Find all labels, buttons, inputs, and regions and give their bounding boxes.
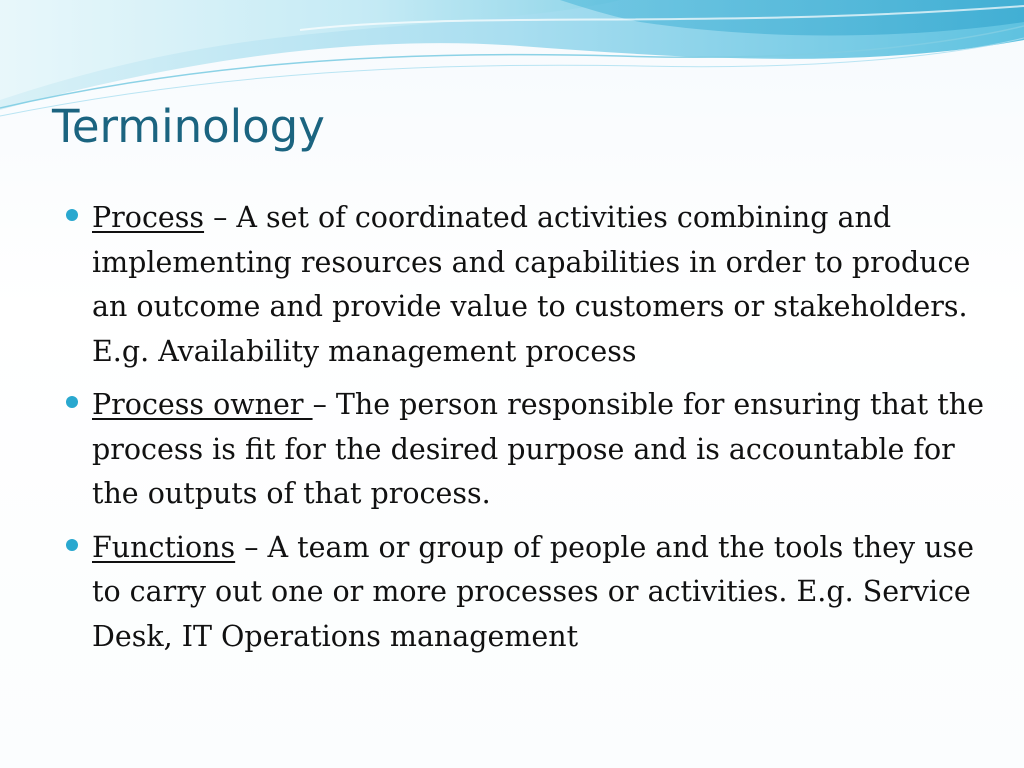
definition-functions: – A team or group of people and the tools they use to carry out one or more processes or activities. E.g. Service Desk, IT Operations management: [92, 530, 975, 653]
term-functions: Functions: [92, 530, 236, 564]
term-process-owner: Process owner: [92, 388, 313, 421]
term-process: Process: [92, 201, 205, 234]
slide-title: Terminology: [52, 100, 325, 153]
bullet-item-functions: [92, 526, 992, 660]
definition-process-owner: – The person responsible for ensuring that the process is fit for the desired purpose and is accountable for the outputs of that process.: [92, 388, 984, 510]
bullet-list: [92, 196, 992, 668]
definition-process: – A set of coordinated activities combining and implementing resources and capabilities in order to produce an outcome and provide value to customers or stakeholders. E.g. Availability management process: [92, 201, 971, 368]
bullet-item-process-owner: [92, 383, 992, 517]
bullet-item-process: [92, 196, 992, 374]
bullet-dot-icon: [66, 396, 78, 408]
bullet-dot-icon: [66, 539, 78, 551]
bullet-dot-icon: [66, 209, 78, 221]
